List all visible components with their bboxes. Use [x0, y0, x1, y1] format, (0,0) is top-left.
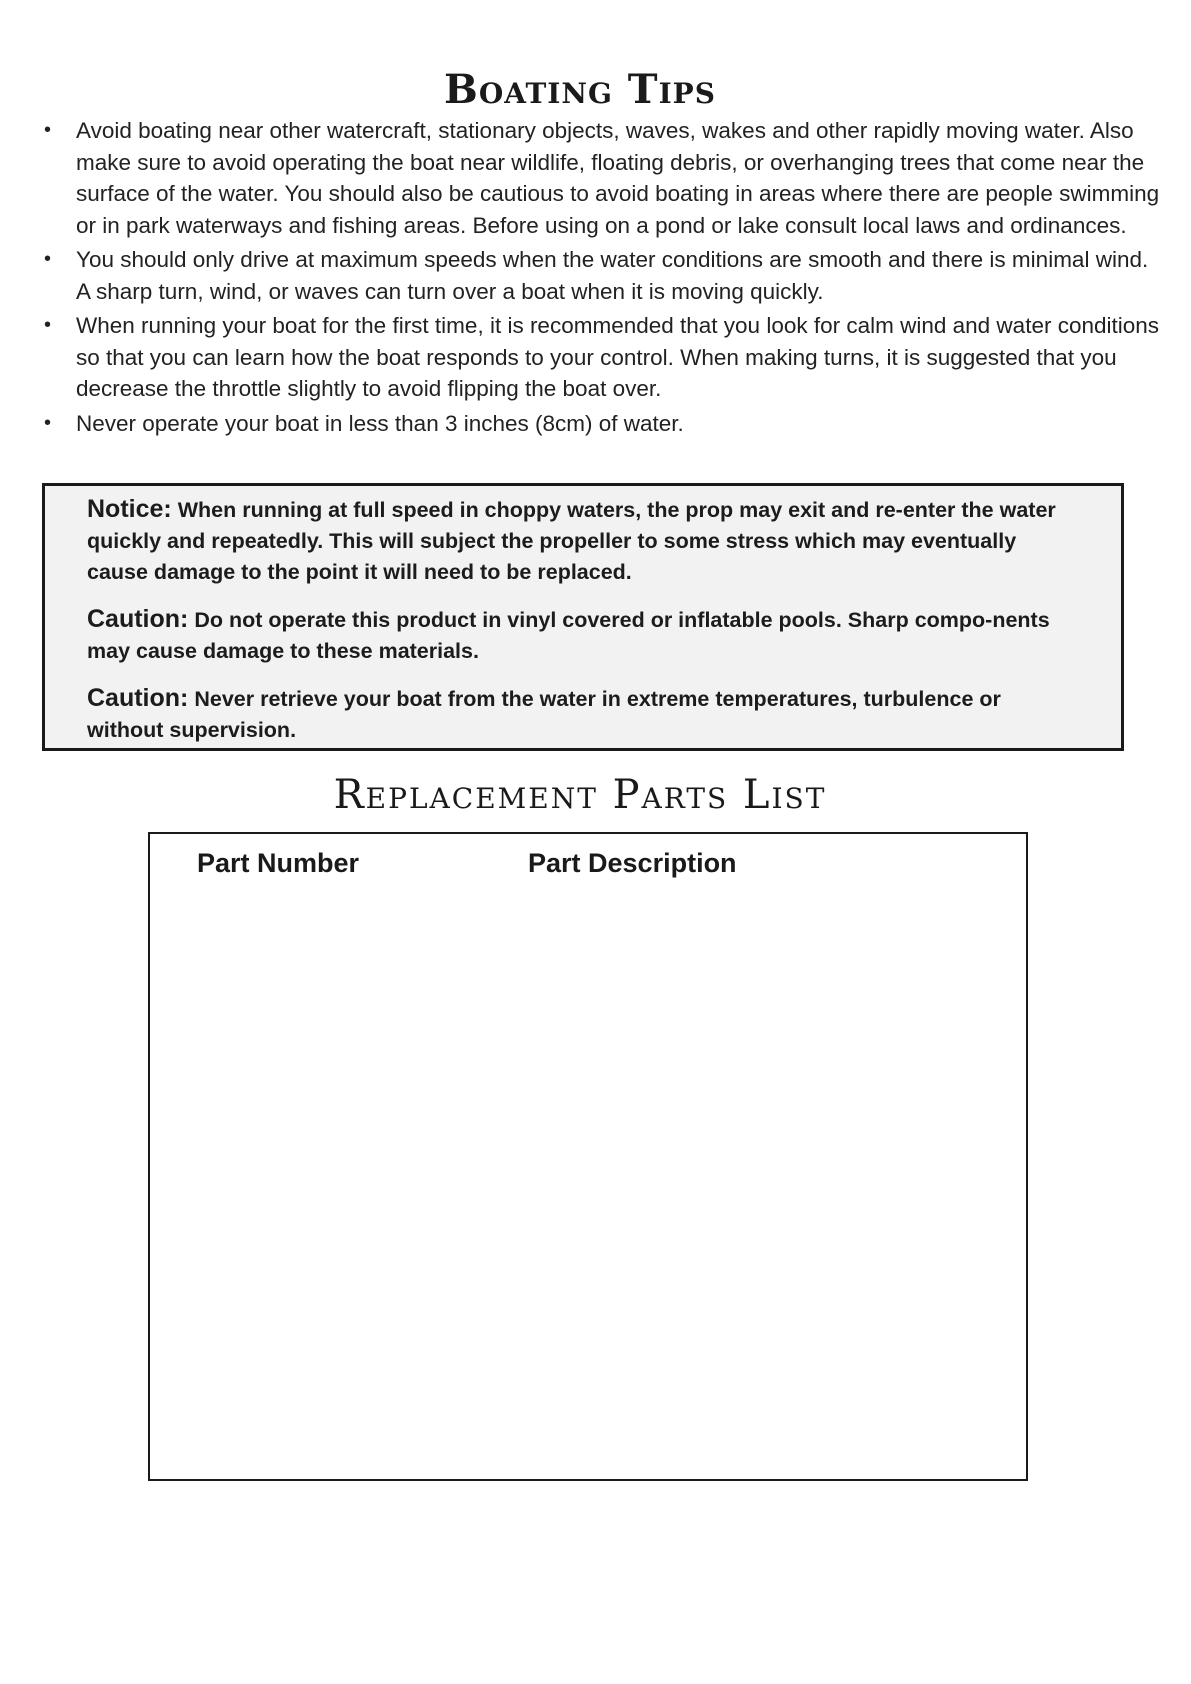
caution-label: Caution:: [87, 605, 189, 633]
column-header-part-description: Part Description: [528, 848, 737, 878]
notice-text: When running at full speed in choppy waters, the prop may exit and re-enter the water quickly and repeatedly. This will subject the propeller to some stress which may eventually cause damage to the point it will need to be replaced.: [87, 498, 1056, 584]
notice-label: Notice:: [87, 495, 172, 523]
replacement-parts-title: Replacement Parts List: [333, 772, 827, 818]
tip-text: When running your boat for the first time, it is recommended that you look for calm wind and water conditions so that you can learn how the boat responds to your control. When making turns, it is suggested that you decrease the throttle slightly to avoid flipping the boat over.: [76, 313, 1160, 401]
caution-text: Do not operate this product in vinyl covered or inflatable pools. Sharp compo-nents may cause damage to these materials.: [87, 608, 1050, 663]
bullet-icon: •: [44, 411, 52, 434]
caution-paragraph-retrieve: [87, 683, 1081, 746]
tip-text: Avoid boating near other watercraft, stationary objects, waves, wakes and other rapidly moving water. Also make sure to avoid operating the boat near wildlife, floating debris, or overhanging trees that come near the surface of the water. You should also be cautious to avoid boating in areas where there are people swimming or in park waterways and fishing areas. Before using on a pond or lake consult local laws and ordinances.: [76, 118, 1160, 238]
caution-label: Caution:: [87, 684, 189, 712]
boating-tips-list: [44, 115, 1164, 442]
notice-paragraph: [87, 494, 1081, 588]
caution-paragraph-pools: [87, 604, 1081, 667]
column-header-part-number: Part Number: [197, 848, 360, 878]
tip-text: Never operate your boat in less than 3 inches (8cm) of water.: [76, 410, 684, 436]
replacement-parts-table: [148, 832, 1028, 1481]
bullet-icon: •: [44, 314, 52, 336]
caution-text: Never retrieve your boat from the water in extreme temperatures, turbulence or without supervision.: [87, 687, 1001, 742]
notice-box: [42, 483, 1124, 751]
tip-item: [44, 408, 1164, 440]
tip-item: [44, 310, 1164, 405]
boating-tips-title: Boating Tips: [444, 66, 716, 113]
tip-text: You should only drive at maximum speeds when the water conditions are smooth and there is minimal wind. A sharp turn, wind, or waves can turn over a boat when it is moving quickly.: [76, 247, 1149, 304]
bullet-icon: •: [44, 248, 52, 270]
tip-item: [44, 244, 1164, 307]
bullet-icon: •: [44, 119, 52, 141]
tip-item: [44, 115, 1164, 241]
